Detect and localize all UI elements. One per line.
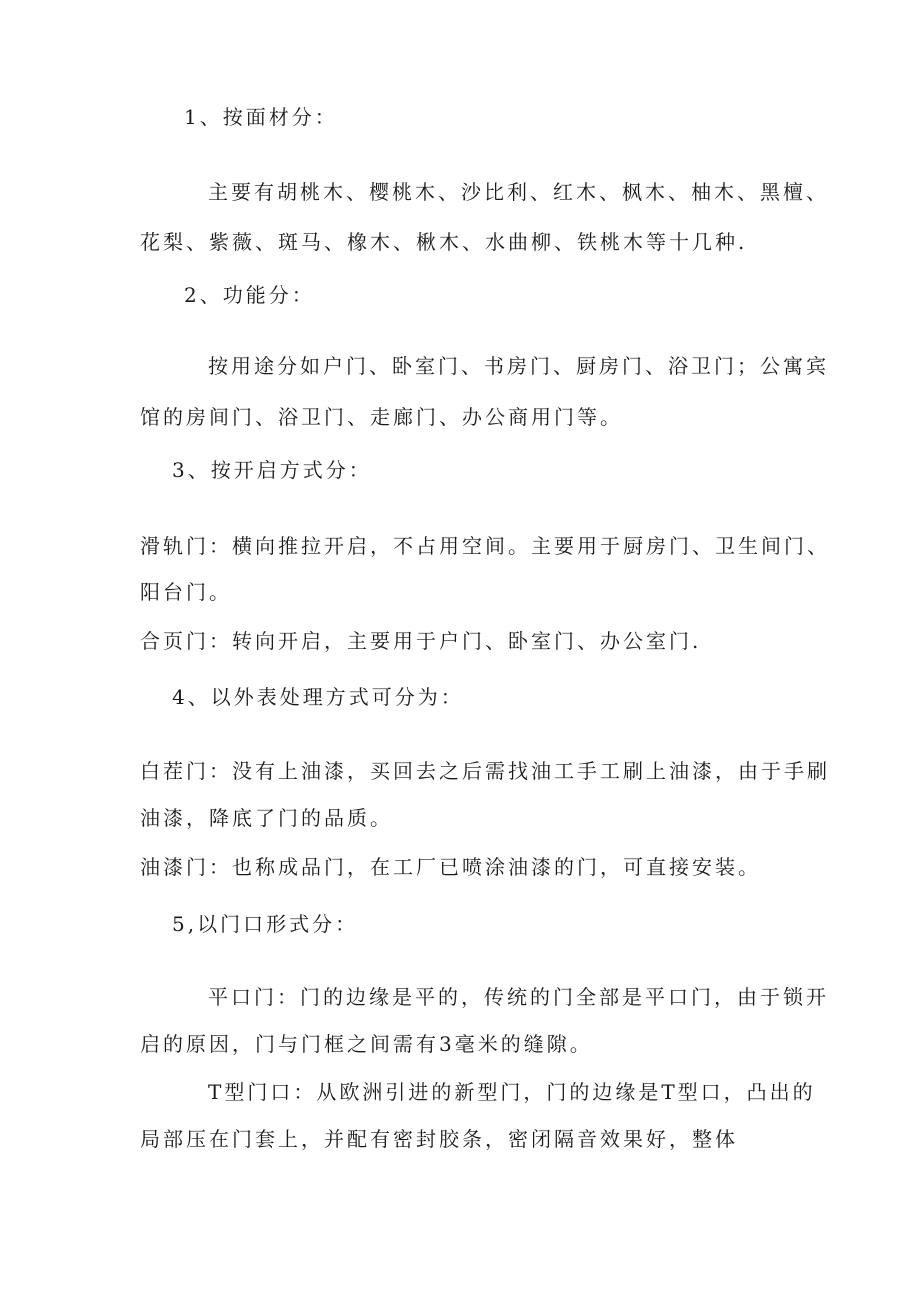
- section-heading-3: 3、按开启方式分：: [172, 458, 372, 482]
- paragraph-line: 滑轨门：横向推拉开启，不占用空间。主要用于厨房门、卫生间门、: [140, 534, 830, 558]
- paragraph-line: 合页门：转向开启，主要用于户门、卧室门、办公室门.: [140, 629, 702, 653]
- paragraph-line: 平口门：门的边缘是平的，传统的门全部是平口门，由于锁开: [208, 985, 829, 1009]
- section-heading-1: 1、按面材分：: [184, 105, 338, 129]
- paragraph-line: 油漆门：也称成品门，在工厂已喷涂油漆的门，可直接安装。: [140, 855, 761, 879]
- paragraph-line: 阳台门。: [140, 580, 232, 604]
- paragraph-line: 局部压在门套上，并配有密封胶条，密闭隔音效果好，整体: [140, 1127, 738, 1151]
- paragraph-line: 白茬门：没有上油漆，买回去之后需找油工手工刷上油漆，由于手刷: [140, 759, 830, 783]
- paragraph-line: T型门口：从欧洲引进的新型门，门的边缘是T型口，凸出的: [208, 1080, 816, 1104]
- section-heading-4: 4、以外表处理方式可分为：: [172, 685, 464, 709]
- section-heading-2: 2、功能分：: [184, 283, 315, 307]
- paragraph-line: 花梨、紫薇、斑马、橡木、楸木、水曲柳、铁桃木等十几种.: [140, 230, 748, 254]
- paragraph-line: 油漆，降底了门的品质。: [140, 806, 393, 830]
- paragraph-line: 主要有胡桃木、樱桃木、沙比利、红木、枫木、柚木、黑檀、: [208, 180, 829, 204]
- paragraph-line: 启的原因，门与门框之间需有3毫米的缝隙。: [140, 1032, 593, 1056]
- paragraph-line: 馆的房间门、浴卫门、走廊门、办公商用门等。: [140, 405, 623, 429]
- paragraph-line: 按用途分如户门、卧室门、书房门、厨房门、浴卫门；公寓宾: [208, 354, 829, 378]
- section-heading-5: 5,以门口形式分：: [172, 912, 359, 936]
